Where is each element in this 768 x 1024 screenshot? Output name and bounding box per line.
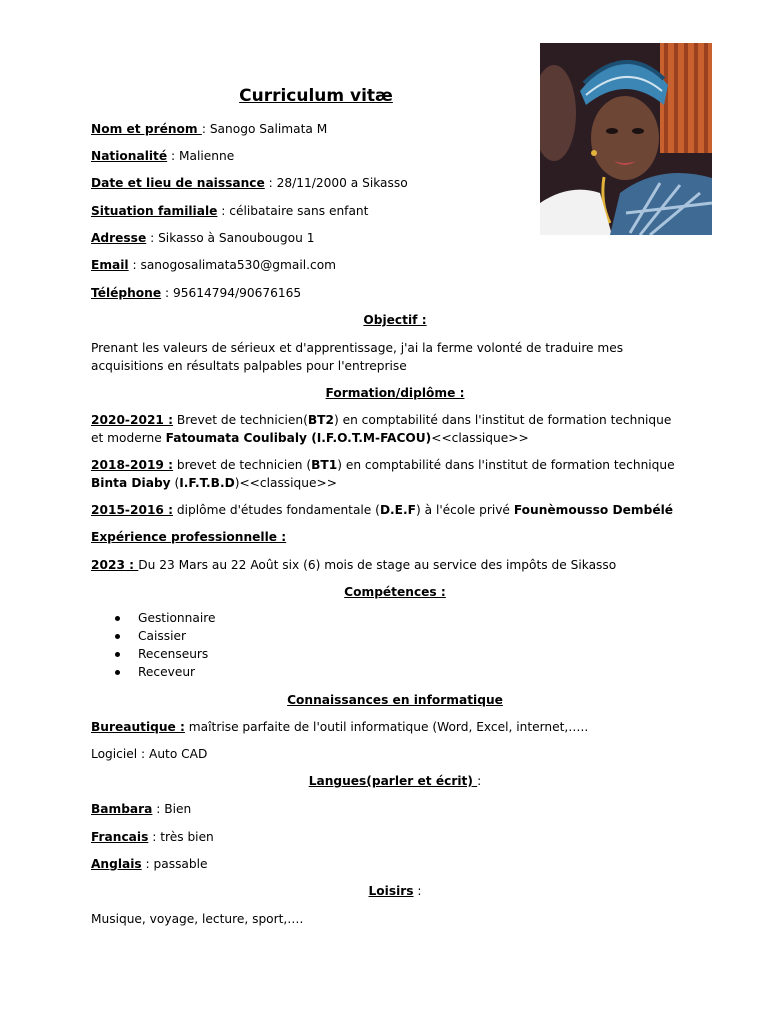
- education-text: brevet de technicien (: [173, 458, 312, 472]
- identity-label: Nationalité: [91, 149, 168, 163]
- computer-heading-row: [0, 692, 768, 710]
- computer-logiciel: Logiciel : Auto CAD: [91, 747, 208, 761]
- languages-heading: Langues(parler et écrit): [308, 774, 478, 788]
- identity-value: : 28/11/2000 a Sikasso: [264, 176, 408, 190]
- language-label: Anglais: [91, 857, 142, 871]
- education-year: 2020-2021 :: [91, 413, 174, 427]
- education-diploma: BT1: [311, 458, 338, 472]
- experience-year: 2023 :: [91, 558, 139, 572]
- languages-heading-suffix: :: [477, 774, 482, 788]
- identity-label: Téléphone: [91, 286, 162, 300]
- language-level: : passable: [141, 857, 208, 871]
- objective-text: Prenant les valeurs de sérieux et d'apprentissage, j'ai la ferme volonté de traduire mes acquisitions en résultats palpables pour l'entreprise: [91, 341, 624, 373]
- experience-heading-row: [91, 529, 681, 547]
- education-item: [91, 457, 681, 492]
- skills-list: [91, 609, 215, 681]
- hobbies-heading-suffix: :: [413, 884, 422, 898]
- education-heading: Formation/diplôme :: [325, 386, 465, 400]
- education-text: (: [170, 475, 180, 490]
- education-text: Brevet de technicien(: [173, 413, 308, 427]
- identity-label: Nom et prénom: [91, 122, 202, 136]
- education-year: 2018-2019 :: [91, 458, 174, 472]
- language-item: [91, 856, 681, 874]
- experience-item: [91, 557, 681, 575]
- language-label: Francais: [91, 830, 149, 844]
- list-item: [91, 645, 215, 663]
- education-text: ) à l'école privé: [415, 503, 514, 517]
- hobbies-heading: Loisirs: [368, 884, 414, 898]
- hobbies-heading-row: [0, 883, 768, 901]
- identity-family: [91, 203, 681, 221]
- cv-title: Curriculum vitæ: [239, 86, 393, 106]
- education-school: Founèmousso Dembélé: [513, 503, 674, 517]
- skills-heading-row: [0, 584, 768, 602]
- identity-value: : sanogosalimata530@gmail.com: [128, 258, 337, 272]
- language-level: : Bien: [152, 802, 192, 816]
- identity-label: Adresse: [91, 231, 147, 245]
- education-diploma: D.E.F: [379, 503, 416, 517]
- identity-label: Email: [91, 258, 129, 272]
- experience-heading: Expérience professionnelle :: [91, 530, 287, 544]
- identity-value: : célibataire sans enfant: [217, 204, 369, 218]
- identity-nationality: [91, 148, 681, 166]
- identity-email: [91, 257, 681, 275]
- skill-label: Recenseurs: [138, 647, 209, 661]
- bullet-icon: [115, 616, 120, 621]
- identity-value: : 95614794/90676165: [161, 286, 302, 300]
- objective-heading: Objectif :: [363, 313, 427, 327]
- languages-heading-row: [0, 773, 768, 791]
- education-text: ) en comptabilité dans l'institut de formation technique: [337, 458, 675, 472]
- bureautique-label: Bureautique :: [91, 720, 185, 734]
- identity-address: [91, 230, 681, 248]
- identity-label: Date et lieu de naissance: [91, 176, 265, 190]
- computer-heading: Connaissances en informatique: [287, 693, 503, 707]
- hobbies-text: Musique, voyage, lecture, sport,….: [91, 912, 304, 926]
- experience-text: Du 23 Mars au 22 Août six (6) mois de stage au service des impôts de Sikasso: [138, 558, 617, 572]
- list-item: [91, 627, 215, 645]
- skill-label: Gestionnaire: [138, 611, 216, 625]
- education-year: 2015-2016 :: [91, 503, 174, 517]
- education-school: Binta Diaby: [91, 475, 171, 490]
- education-school: Fatoumata Coulibaly (I.F.O.T.M-FACOU): [165, 430, 432, 445]
- list-item: [91, 663, 215, 681]
- language-level: : très bien: [148, 830, 214, 844]
- identity-name: [91, 121, 681, 139]
- language-item: [91, 829, 681, 847]
- education-text: diplôme d'études fondamentale (: [173, 503, 380, 517]
- language-label: Bambara: [91, 802, 153, 816]
- education-text: )<<classique>>: [234, 475, 337, 490]
- identity-value: : Sanogo Salimata M: [201, 122, 328, 136]
- education-diploma: BT2: [307, 413, 334, 427]
- identity-value: : Malienne: [167, 149, 235, 163]
- identity-label: Situation familiale: [91, 204, 218, 218]
- list-item: [91, 609, 215, 627]
- computer-bureautique: [91, 719, 681, 737]
- bureautique-value: maîtrise parfaite de l'outil informatique (Word, Excel, internet,…..: [184, 720, 589, 734]
- bullet-icon: [115, 670, 120, 675]
- identity-birth: [91, 175, 681, 193]
- education-text: ) en comptabilité dans l'institut de formation technique et moderne: [91, 413, 672, 445]
- objective-heading-row: [0, 312, 768, 330]
- language-item: [91, 801, 681, 819]
- education-item: [91, 502, 681, 520]
- education-heading-row: [0, 385, 768, 403]
- skills-heading: Compétences :: [344, 585, 446, 599]
- skill-label: Receveur: [138, 665, 196, 679]
- education-school-acronym: I.F.T.B.D: [179, 475, 235, 490]
- identity-phone: [91, 285, 681, 303]
- bullet-icon: [115, 634, 120, 639]
- education-item: [91, 412, 681, 447]
- skill-label: Caissier: [138, 629, 186, 643]
- bullet-icon: [115, 652, 120, 657]
- education-text: <<classique>>: [431, 430, 529, 445]
- identity-value: : Sikasso à Sanoubougou 1: [146, 231, 315, 245]
